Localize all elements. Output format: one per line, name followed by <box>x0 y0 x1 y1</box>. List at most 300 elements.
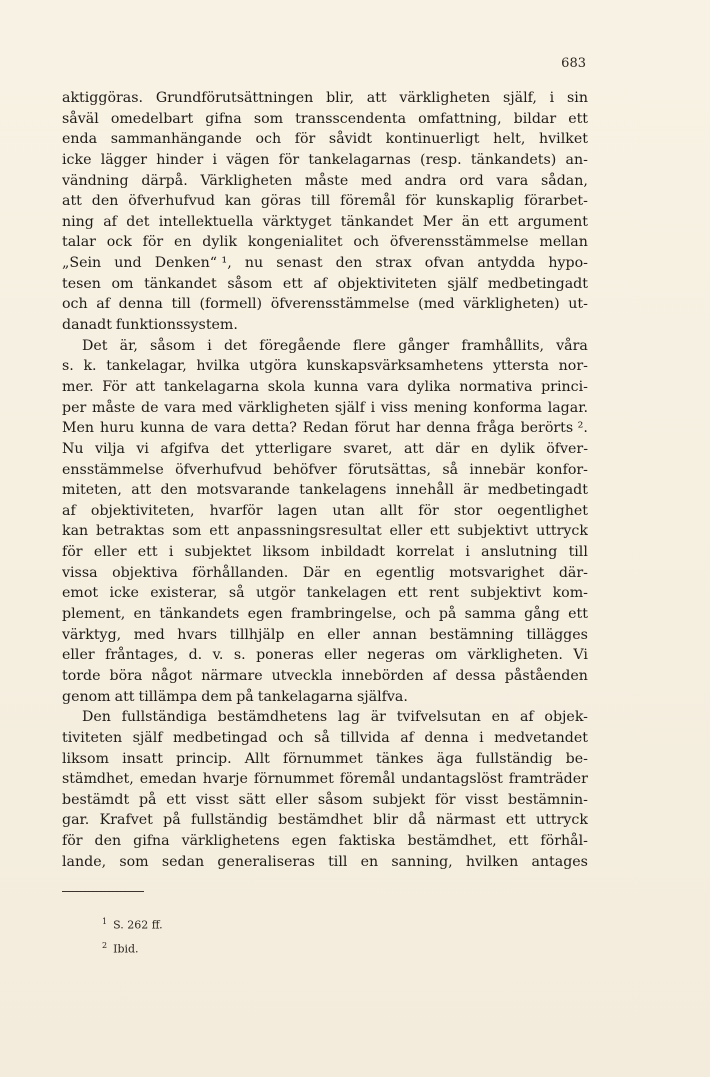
word: göras <box>260 193 302 210</box>
word: yttersta <box>492 358 550 375</box>
word: till <box>568 544 588 561</box>
word: påståenden <box>504 667 588 684</box>
word: af <box>96 296 110 313</box>
word: lande, <box>62 853 107 870</box>
word: anslutning <box>481 544 558 561</box>
word: tankelagarna <box>163 378 260 395</box>
word: svaret, <box>343 440 393 457</box>
word: tänkandets <box>159 606 240 623</box>
word: ett <box>568 606 588 623</box>
word: afgifva <box>160 440 210 457</box>
word: Redan <box>302 420 349 437</box>
word: och <box>255 131 282 148</box>
word: i <box>370 399 376 416</box>
word: som <box>253 110 284 127</box>
word: antydda <box>477 255 536 272</box>
text-line <box>62 687 588 708</box>
word: för <box>418 502 439 519</box>
word: vilja <box>95 440 125 457</box>
word: dessa <box>455 667 496 684</box>
word: d. <box>188 647 203 664</box>
word: för <box>62 544 83 561</box>
word: bestämdhet, <box>407 833 497 850</box>
word: bestämning <box>429 626 514 643</box>
text-line <box>62 274 588 295</box>
word: värkligheten. <box>467 647 563 664</box>
word: närmare <box>201 667 263 684</box>
page-number: 683 <box>561 56 586 71</box>
word: närmast <box>436 812 496 829</box>
word: ett <box>568 110 588 127</box>
word: en <box>491 709 510 726</box>
word: det <box>126 213 150 230</box>
text-line <box>62 294 588 315</box>
text-line <box>62 232 588 253</box>
word: själf <box>447 275 478 292</box>
word: betraktas <box>95 523 165 540</box>
footnote-marker: 1 <box>102 917 108 926</box>
word: bestämdhetens <box>217 709 328 726</box>
word: förarbet- <box>524 193 588 210</box>
word: lagen <box>277 502 318 519</box>
word: kunskaplig <box>435 193 515 210</box>
text-line <box>62 810 588 831</box>
word: danadt <box>62 317 112 334</box>
word: poneras <box>256 647 314 664</box>
word: öfverhufvud <box>175 461 262 478</box>
word: så <box>442 461 459 478</box>
word: eller <box>62 647 95 664</box>
word: samma <box>464 606 516 623</box>
word: vägen <box>226 151 270 168</box>
word: ett <box>166 791 187 808</box>
word: tänkes <box>375 750 424 767</box>
text-line <box>62 212 588 233</box>
word: hvars <box>177 626 217 643</box>
word: den <box>94 833 122 850</box>
word: fullständiga <box>121 709 207 726</box>
text-line <box>62 171 588 192</box>
word: hinder <box>156 151 204 168</box>
word: vissa <box>62 564 98 581</box>
word: tillägges <box>526 626 588 643</box>
word: öfver- <box>546 440 588 457</box>
word: såsom <box>317 791 363 808</box>
word: något <box>151 667 193 684</box>
text-line <box>62 377 588 398</box>
word: innehåll <box>395 482 454 499</box>
word: medvetandet <box>494 729 588 746</box>
word: vara <box>164 399 196 416</box>
word: Men <box>62 420 95 437</box>
word: eller <box>275 791 309 808</box>
word: och <box>404 606 431 623</box>
word: ord <box>459 172 484 189</box>
word: tesen <box>62 275 101 292</box>
word: att <box>135 378 156 395</box>
word: tillhjälp <box>229 626 285 643</box>
word: lag <box>337 709 360 726</box>
footnote-text: S. 262 ff. <box>113 918 163 932</box>
word: ett <box>505 812 526 829</box>
word: kunna <box>140 420 185 437</box>
word: senast <box>276 255 323 272</box>
word: tankelagen <box>306 585 387 602</box>
word: andra <box>404 172 447 189</box>
word: insatt <box>122 750 163 767</box>
word: en <box>297 626 315 643</box>
word: torde <box>62 667 101 684</box>
word: våra <box>556 337 588 354</box>
word: tänkandet <box>340 213 414 230</box>
word: uttryck <box>536 523 588 540</box>
word: att <box>131 482 152 499</box>
word: emot <box>62 585 99 602</box>
word: tillvida <box>340 729 390 746</box>
word: bestämdhet <box>278 812 363 829</box>
word: huru <box>100 420 135 437</box>
word: och <box>277 729 304 746</box>
word: tankelagarna <box>257 688 353 705</box>
footnotes <box>102 912 163 959</box>
word: dylik <box>202 234 238 251</box>
word: en <box>471 440 489 457</box>
text-line <box>62 604 588 625</box>
word: v. <box>212 647 224 664</box>
word: undantagslöst <box>401 771 503 788</box>
word: intellektuella <box>158 213 254 230</box>
word: argument <box>517 213 588 230</box>
word: fullständig <box>475 750 553 767</box>
footnote <box>102 912 163 936</box>
word: transscendenta <box>295 110 407 127</box>
word: till <box>171 296 191 313</box>
word: utveckla <box>271 667 333 684</box>
word: be- <box>565 750 588 767</box>
word: och <box>353 234 380 251</box>
word: där <box>435 440 460 457</box>
word: för <box>278 151 300 168</box>
word: innebörden <box>341 667 424 684</box>
word: omedelbart <box>110 110 194 127</box>
text-line <box>62 728 588 749</box>
word: Där <box>302 564 330 581</box>
word: ett <box>429 523 450 540</box>
word: en <box>360 853 379 870</box>
word: på <box>236 688 254 705</box>
word: ut- <box>568 296 588 313</box>
word: kontinuerligt <box>385 131 480 148</box>
word: gar. <box>62 812 90 829</box>
word: tiviteten <box>62 729 123 746</box>
word: funktionssystem. <box>115 317 238 334</box>
text-line <box>62 542 588 563</box>
word: nor- <box>558 358 588 375</box>
word: medbetingadt <box>487 482 588 499</box>
word: innebär <box>469 461 525 478</box>
text-line <box>62 480 588 501</box>
word: att <box>403 440 424 457</box>
word: framträder <box>508 771 588 788</box>
word: omfattning, <box>418 110 502 127</box>
word: aktiggöras. <box>62 90 144 106</box>
word: dem <box>201 688 233 705</box>
word: sanning, <box>391 853 453 870</box>
word: objektiviteten, <box>90 502 195 519</box>
word: princip. <box>176 750 232 767</box>
word: af <box>519 709 534 726</box>
word: visst <box>195 791 229 808</box>
word: negeras <box>367 647 425 664</box>
text-line <box>62 521 588 542</box>
word: därpå. <box>141 172 188 189</box>
word: som <box>119 853 149 870</box>
word: och <box>62 296 88 313</box>
word: Det <box>82 337 108 354</box>
text-line <box>62 418 588 439</box>
word: sätt <box>238 791 266 808</box>
word: med <box>360 172 392 189</box>
footnote-marker: 2 <box>102 940 108 950</box>
word: flere <box>353 337 387 354</box>
word: berörts ². <box>520 420 588 437</box>
word: den <box>160 482 188 499</box>
word: framhållits, <box>461 337 544 354</box>
word: som <box>172 523 202 540</box>
word: nu <box>244 255 264 272</box>
text-line <box>62 769 588 790</box>
word: mening <box>413 399 468 416</box>
word: ett <box>282 275 303 292</box>
word: den <box>335 255 363 272</box>
word: denna <box>426 420 471 437</box>
text-line <box>62 253 588 274</box>
word: förhållanden. <box>192 564 289 581</box>
word: Nu <box>62 440 84 457</box>
word: rent <box>429 585 460 602</box>
word: strax <box>375 255 412 272</box>
word: en <box>173 234 192 251</box>
word: värktyg, <box>62 626 122 643</box>
word: om <box>435 647 458 664</box>
word: de <box>190 420 209 437</box>
word: k. <box>83 358 97 375</box>
footnote <box>102 936 163 960</box>
word: hvilket <box>539 131 588 148</box>
word: Allt <box>244 750 270 767</box>
word: en <box>133 606 152 623</box>
text-line <box>62 625 588 646</box>
text-line <box>62 336 588 357</box>
word: kunskapsvärksamhetens <box>306 358 484 375</box>
word: helt, <box>493 131 526 148</box>
word: Grundförutsättningen <box>155 90 314 106</box>
word: vara <box>367 378 399 395</box>
word: gång <box>524 606 560 623</box>
text-line <box>62 398 588 419</box>
word: föremål <box>340 193 396 210</box>
word: af <box>62 502 76 519</box>
text-line <box>62 109 588 130</box>
word: för <box>435 791 456 808</box>
word: gifna <box>133 833 170 850</box>
word: ett <box>137 544 158 561</box>
word: eller <box>324 647 357 664</box>
word: för <box>405 193 426 210</box>
word: objektiviteten <box>337 275 437 292</box>
word: fråntages, <box>105 647 179 664</box>
word: utgör <box>256 585 296 602</box>
word: Denken“ ¹, <box>154 255 232 272</box>
word: värktyget <box>262 213 332 230</box>
word: motsvarighet <box>449 564 545 581</box>
word: Vi <box>573 647 588 664</box>
word: så <box>314 729 330 746</box>
word: frambringelse, <box>290 606 397 623</box>
word: Värkligheten <box>200 172 293 189</box>
word: konforma <box>473 399 542 416</box>
word: uttryck <box>536 812 588 829</box>
word: det <box>223 337 248 354</box>
word: såsom <box>227 275 273 292</box>
word: detta? <box>251 420 297 437</box>
word: bestämdt <box>62 791 130 808</box>
word: antages <box>531 853 588 870</box>
word: har <box>395 420 421 437</box>
word: öfverensstämmelse <box>270 296 410 313</box>
word: föregående <box>259 337 341 354</box>
word: ett <box>397 585 418 602</box>
word: medbetingadt <box>487 275 588 292</box>
word: att <box>366 90 387 106</box>
text-line <box>62 563 588 584</box>
word: plement, <box>62 606 126 623</box>
word: anpassningsresultat <box>236 523 382 540</box>
word: en <box>343 564 362 581</box>
word: bestämnin- <box>507 791 588 808</box>
word: s. <box>62 358 74 375</box>
word: blir, <box>326 90 354 106</box>
word: ett <box>209 523 230 540</box>
word: Krafvet <box>99 812 153 829</box>
word: kan <box>62 523 89 540</box>
word: för <box>62 833 83 850</box>
word: är <box>463 482 479 499</box>
word: eller <box>327 626 360 643</box>
text-line <box>62 645 588 666</box>
word: fråga <box>476 420 515 437</box>
word: af <box>103 213 117 230</box>
word: vi <box>136 440 149 457</box>
word: tillämpa <box>138 688 198 705</box>
text-line <box>62 501 588 522</box>
word: vara <box>496 172 529 189</box>
word: öfverensstämmelse <box>389 234 529 251</box>
word: För <box>102 378 127 395</box>
word: dylik <box>500 440 535 457</box>
text-line <box>62 191 588 212</box>
word: måste <box>304 172 349 189</box>
word: miteten, <box>62 482 122 499</box>
word: förnummet <box>282 750 363 767</box>
word: Mer <box>422 213 453 230</box>
word: förut <box>354 420 390 437</box>
word: i <box>479 729 484 746</box>
text-line <box>62 749 588 770</box>
word: att <box>62 193 82 210</box>
word: då <box>408 812 426 829</box>
word: sammanhängande <box>110 131 242 148</box>
word: lägger <box>100 151 148 168</box>
text-line <box>62 315 588 336</box>
word: ett <box>488 213 509 230</box>
word: subjektet <box>184 544 252 561</box>
word: ning <box>62 213 94 230</box>
word: att <box>114 688 135 705</box>
word: i <box>549 90 555 106</box>
word: vara <box>214 420 246 437</box>
text-line <box>62 831 588 852</box>
word: emedan <box>139 771 197 788</box>
word: värkligheten <box>238 399 330 416</box>
body-text <box>62 88 588 872</box>
word: värkligheten) <box>463 296 560 313</box>
word: på <box>163 812 181 829</box>
word: af <box>313 275 328 292</box>
word: skola <box>267 378 306 395</box>
word: sedan <box>161 853 205 870</box>
word: själfva. <box>356 688 408 705</box>
word: denna <box>424 729 469 746</box>
word: tänkandets) <box>470 151 557 168</box>
word: korrelat <box>396 544 455 561</box>
word: tänkandet <box>144 275 217 292</box>
word: såsom <box>150 337 196 354</box>
word: tankelagar, <box>106 358 187 375</box>
word: oegentlighet <box>497 502 588 519</box>
word: existerar, <box>150 585 218 602</box>
word: und <box>114 255 142 272</box>
word: det <box>220 440 245 457</box>
word: förnummet <box>253 771 334 788</box>
word: behöfver <box>273 461 337 478</box>
word: värkligheten <box>399 90 491 106</box>
word: än <box>461 213 480 230</box>
word: de <box>141 399 159 416</box>
word: icke <box>62 151 92 168</box>
word: tankelagarnas <box>308 151 411 168</box>
word: princi- <box>541 378 588 395</box>
word: utan <box>332 502 365 519</box>
word: föremål <box>339 771 396 788</box>
word: i <box>207 337 212 354</box>
word: (formell) <box>199 296 263 313</box>
word: värklighetens <box>181 833 280 850</box>
word: objektiva <box>112 564 178 581</box>
word: kom- <box>552 585 588 602</box>
word: ensstämmelse <box>62 461 164 478</box>
word: i <box>168 544 174 561</box>
word: annan <box>372 626 417 643</box>
word: generaliseras <box>217 853 315 870</box>
word: ofvan <box>424 255 465 272</box>
word: medbetingad <box>173 729 268 746</box>
word: inbildadt <box>320 544 385 561</box>
word: kunna <box>313 378 359 395</box>
word: egen <box>247 606 283 623</box>
word: sådan, <box>540 172 588 189</box>
word: till <box>328 853 348 870</box>
